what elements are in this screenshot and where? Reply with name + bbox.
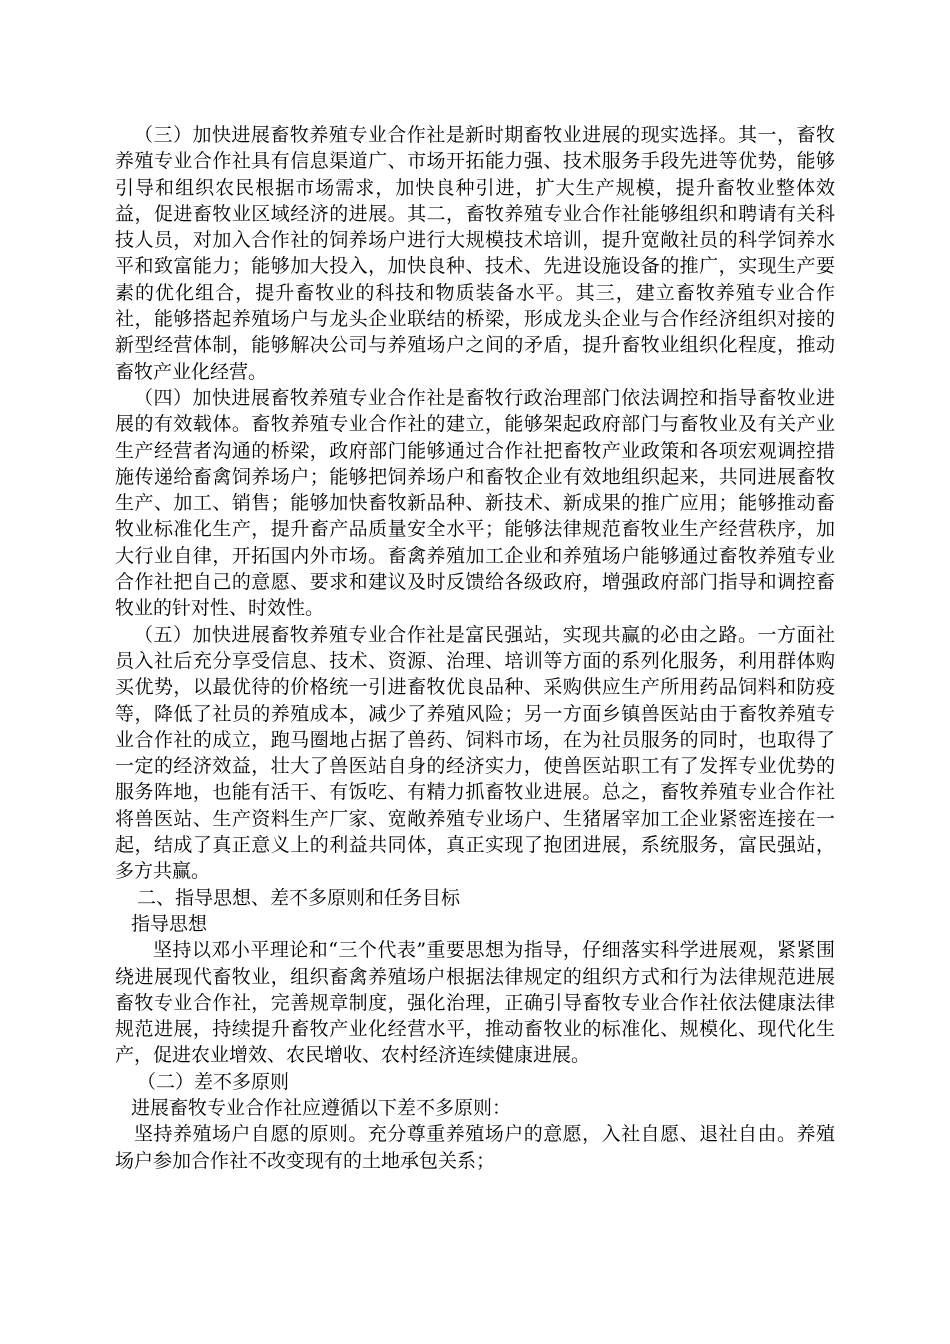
paragraph-guiding-ideology: 坚持以邓小平理论和“三个代表”重要思想为指导，仔细落实科学进展观，紧紧围绕进展现代畜牧业，组织畜禽养殖场户根据法律规定的组织方式和行为法律规范进展畜牧专业合作社，完善规章制度，强化治理，正确引导畜牧专业合作社依法健康法律规范进展，持续提升畜牧产业化经营水平，推动畜牧业的标准化、规模化、现代化生产，促进农业增效、农民增收、农村经济连续健康进展。	[115, 939, 835, 1067]
heading-chapter-2: 二、指导思想、差不多原则和任务目标	[137, 886, 461, 909]
paragraph-section-3: （三）加快进展畜牧养殖专业合作社是新时期畜牧业进展的现实选择。其一，畜牧养殖专业合作社具有信息渠道广、市场开拓能力强、技术服务手段先进等优势，能够引导和组织农民根据市场需求，加快良种引进，扩大生产规模，提升畜牧业整体效益，促进畜牧业区域经济的进展。其二，畜牧养殖专业合作社能够组织和聘请有关科技人员，对加入合作社的饲养场户进行大规模技术培训，提升宽敞社员的科学饲养水平和致富能力；能够加大投入，加快良种、技术、先进设施设备的推广，实现生产要素的优化组合，提升畜牧业的科技和物质装备水平。其三，建立畜牧养殖专业合作社，能够搭起养殖场户与龙头企业联结的桥梁，形成龙头企业与合作经济组织对接的新型经营体制，能够解决公司与养殖场户之间的矛盾，提升畜牧业组织化程度，推动畜牧产业化经营。	[115, 124, 835, 383]
heading-guiding-ideology: 指导思想	[131, 912, 208, 935]
paragraph-section-4: （四）加快进展畜牧养殖专业合作社是畜牧行政治理部门依法调控和指导畜牧业进展的有效载体。畜牧养殖专业合作社的建立，能够架起政府部门与畜牧业及有关产业生产经营者沟通的桥梁，政府部门能够通过合作社把畜牧产业政策和各项宏观调控措施传递给畜禽饲养场户；能够把饲养场户和畜牧企业有效地组织起来，共同进展畜牧生产、加工、销售；能够加快畜牧新品种、新技术、新成果的推广应用；能够推动畜牧业标准化生产，提升畜产品质量安全水平；能够法律规范畜牧业生产经营秩序，加大行业自律，开拓国内外市场。畜禽养殖加工企业和养殖场户能够通过畜牧养殖专业合作社把自己的意愿、要求和建议及时反馈给各级政府，增强政府部门指导和调控畜牧业的针对性、时效性。	[115, 386, 835, 620]
document-body	[115, 122, 835, 1174]
paragraph-principle-voluntary: 坚持养殖场户自愿的原则。充分尊重养殖场户的意愿，入社自愿、退社自由。养殖场户参加合作社不改变现有的土地承包关系；	[115, 1123, 835, 1172]
paragraph-section-5: （五）加快进展畜牧养殖专业合作社是富民强站，实现共赢的必由之路。一方面社员入社后充分享受信息、技术、资源、治理、培训等方面的系列化服务，利用群体购买优势，以最优待的价格统一引进畜牧优良品种、采购供应生产所用药品饲料和防疫等，降低了社员的养殖成本，减少了养殖风险；另一方面乡镇兽医站由于畜牧养殖专业合作社的成立，跑马圈地占据了兽药、饲料市场，在为社员服务的同时，也取得了一定的经济效益，壮大了兽医站自身的经济实力，使兽医站职工有了发挥专业优势的服务阵地，也能有活干、有饭吃、有精力抓畜牧业进展。总之，畜牧养殖专业合作社将兽医站、生产资料生产厂家、宽敞养殖专业场户、生猪屠宰加工企业紧密连接在一起，结成了真正意义上的利益共同体，真正实现了抱团进展，系统服务，富民强站，多方共赢。	[115, 623, 835, 883]
heading-basic-principles: （二）差不多原则	[137, 1070, 290, 1093]
paragraph-principles-intro: 进展畜牧专业合作社应遵循以下差不多原则：	[131, 1096, 512, 1119]
